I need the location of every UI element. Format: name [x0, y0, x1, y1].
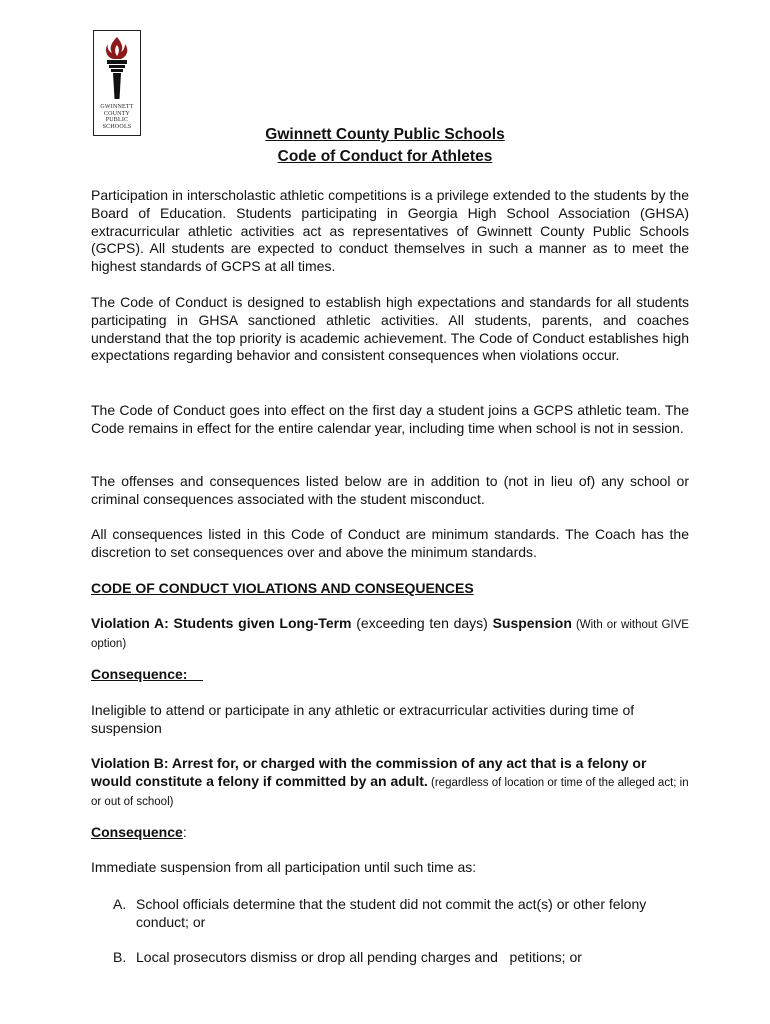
- consequence-a-trailing: [187, 666, 203, 682]
- effective-paragraph: The Code of Conduct goes into effect on the first day a student joins a GCPS athletic team. The Code remains in effect for the entire calendar year, including time when school is not in session.: [91, 402, 689, 436]
- document-title: Gwinnett County Public Schools: [265, 126, 505, 143]
- intro-paragraph: Participation in interscholastic athletic competitions is a privilege extended to the students by the Board of Education. Students participating in Georgia High School Association (GHSA) extracurricular athletic activities act as representatives of Gwinnett County Public Schools (GCPS). All students are expected to conduct themselves in such a manner as to meet the highest standards of GCPS at all times.: [91, 187, 689, 275]
- consequence-a-heading-row: [91, 666, 689, 684]
- list-item-label: B.: [113, 949, 127, 965]
- consequence-a-text: Ineligible to attend or participate in any athletic or extracurricular activities during time of suspension: [91, 702, 635, 736]
- violation-b: [91, 755, 689, 812]
- consequence-b-heading-row: [91, 824, 689, 842]
- consequence-b-colon: :: [182, 824, 187, 840]
- logo-line: COUNTY: [103, 110, 131, 117]
- violation-b-label: Violation B: Arrest for, or charged with the commission of any act that is a felony or would constitute a felony if committed by an adult.: [91, 755, 647, 789]
- gcps-logo: [93, 30, 141, 136]
- section-heading: CODE OF CONDUCT VIOLATIONS AND CONSEQUENCES: [91, 580, 474, 596]
- consequence-a-heading: [91, 666, 203, 682]
- violation-a-bold-end: Suspension: [492, 615, 572, 631]
- purpose-paragraph: The Code of Conduct is designed to establish high expectations and standards for all students participating in GHSA sanctioned athletic activities. All students, parents, and coaches understand that the top priority is academic achievement. The Code of Conduct establishes high expectations regarding behavior and consistent consequences when violations occur.: [91, 294, 689, 364]
- minimum-standards-paragraph: All consequences listed in this Code of Conduct are minimum standards. The Coach has the discretion to set consequences over and above the minimum standards.: [91, 526, 689, 560]
- document-subtitle: Code of Conduct for Athletes: [277, 148, 493, 165]
- consequence-a-heading-text: Consequence:: [91, 666, 188, 682]
- logo-line: GWINNETT: [100, 104, 134, 110]
- violation-a-note: (With or without GIVE option): [91, 619, 689, 650]
- violation-a-middle: (exceeding ten days): [351, 615, 493, 631]
- violation-b-note: (regardless of location or time of the alleged act; in or out of school): [91, 776, 689, 808]
- logo-line: SCHOOLS: [102, 123, 132, 130]
- list-item-label: A.: [113, 896, 127, 912]
- logo-line: PUBLIC: [105, 117, 129, 123]
- consequence-b-heading: Consequence: [91, 824, 183, 840]
- violation-a: [91, 615, 689, 653]
- list-item-text: School officials determine that the student did not commit the act(s) or other felony conduct; or: [136, 896, 647, 930]
- additional-paragraph: The offenses and consequences listed below are in addition to (not in lieu of) any school or criminal consequences associated with the student misconduct.: [91, 473, 689, 507]
- list-item-text: Local prosecutors dismiss or drop all pending charges and petitions; or: [136, 949, 582, 965]
- violation-a-label: Violation A: Students given Long-Term: [91, 615, 352, 631]
- torch-icon: [102, 35, 132, 101]
- consequence-b-text: Immediate suspension from all participation until such time as:: [91, 859, 477, 875]
- list-item: [113, 949, 693, 967]
- list-item: [113, 896, 693, 932]
